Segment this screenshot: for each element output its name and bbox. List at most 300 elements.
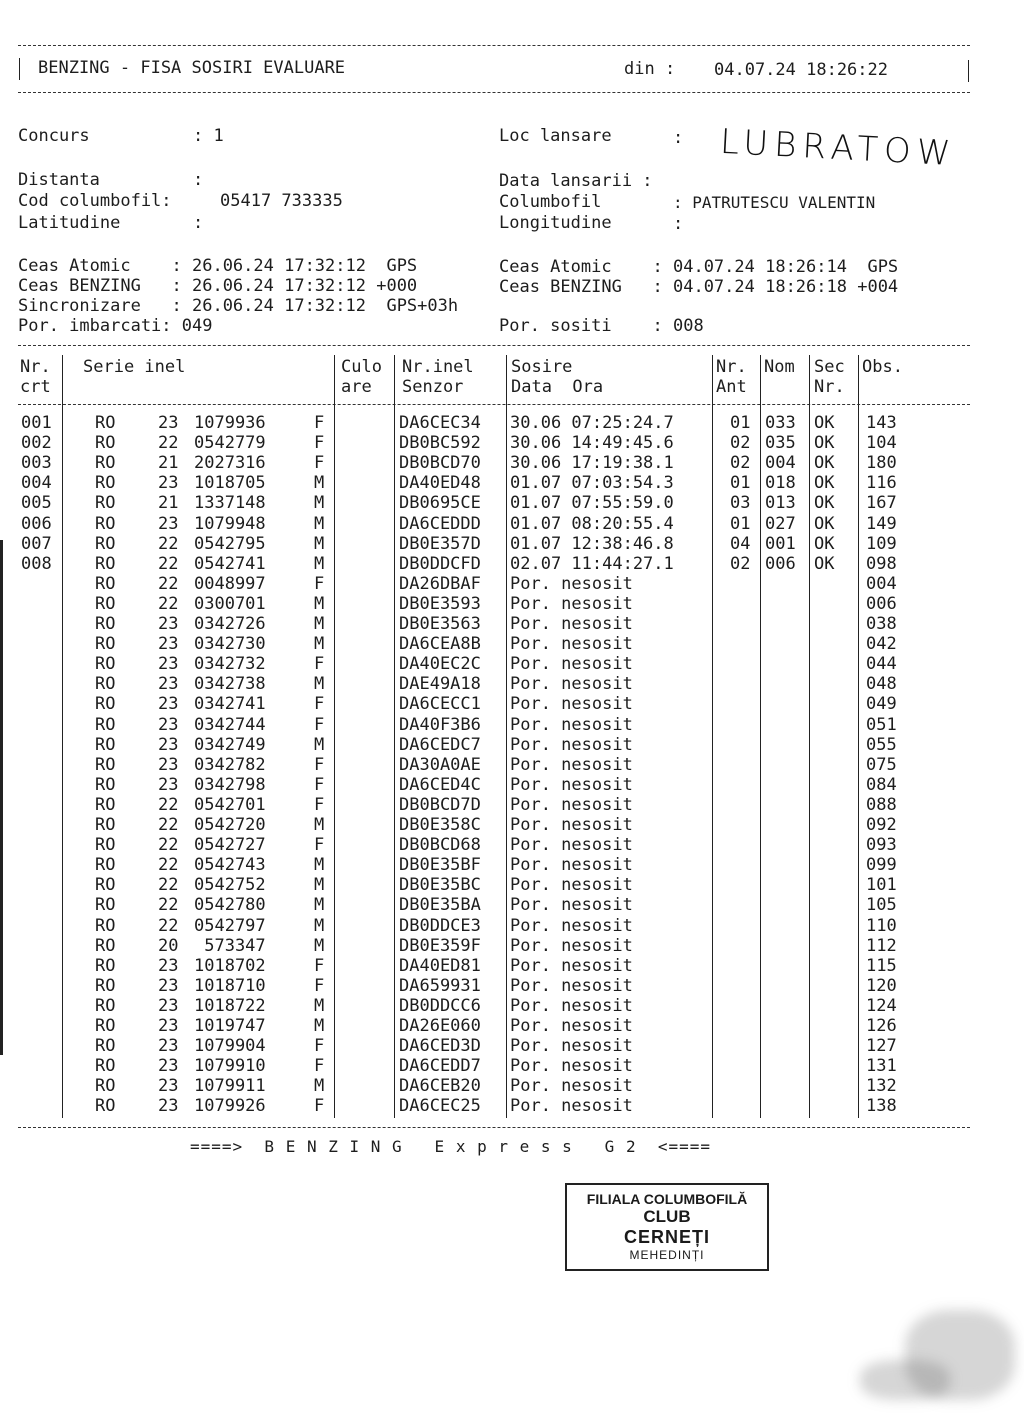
column-rule	[858, 355, 859, 1118]
columbofil-value: : PATRUTESCU VALENTIN	[673, 193, 876, 212]
ceas-benzing-end: Ceas BENZING : 04.07.24 18:26:18 +004	[499, 277, 899, 297]
footer-banner: ====> B E N Z I N G E x p r e s s G 2 <====	[190, 1137, 712, 1156]
cell-country: RO	[95, 413, 116, 433]
cell-sec: OK	[814, 473, 835, 494]
loc-lansare-label: Loc lansare	[499, 126, 612, 146]
cell-arrival: Por. nesosit	[510, 915, 633, 936]
divider	[18, 1127, 970, 1128]
cell-sex: M	[314, 473, 325, 494]
cell-country: RO	[95, 654, 116, 675]
cell-obs: 075	[866, 754, 897, 775]
cell-country: RO	[95, 453, 116, 474]
cell-sex: M	[314, 513, 325, 534]
cell-sex: M	[314, 734, 325, 755]
cell-arrival: Por. nesosit	[510, 734, 633, 755]
cell-obs: 104	[866, 433, 897, 454]
col-nom: Nom	[764, 357, 795, 377]
cell-sex: M	[314, 855, 325, 876]
cell-sex: M	[314, 553, 325, 574]
cell-sec: OK	[814, 553, 835, 574]
cell-sensor: DA40F3B6	[399, 714, 481, 735]
cell-year: 22	[158, 553, 179, 574]
cell-arrival: Por. nesosit	[510, 1036, 633, 1057]
cell-sensor: DA6CEDC7	[399, 734, 481, 755]
cell-sex: M	[314, 1016, 325, 1036]
cell-sex: M	[314, 533, 325, 554]
cell-antenna: 02	[730, 433, 751, 454]
cell-ring-number: 1018722	[194, 995, 266, 1016]
cell-country: RO	[95, 553, 116, 574]
col-crt: crt	[20, 377, 51, 397]
cell-obs: 099	[866, 855, 897, 876]
cell-arrival: Por. nesosit	[510, 935, 633, 956]
cell-obs: 004	[866, 573, 897, 594]
cell-year: 22	[158, 573, 179, 594]
cell-sensor: DA6CED3D	[399, 1036, 481, 1057]
cell-obs: 112	[866, 935, 897, 956]
cell-country: RO	[95, 674, 116, 695]
cell-sex: F	[314, 453, 325, 474]
col-nr-ant-2: Ant	[716, 377, 747, 397]
cell-antenna: 01	[730, 413, 751, 433]
cell-nom: 033	[765, 413, 796, 433]
col-nr-ant-1: Nr.	[716, 357, 747, 377]
col-obs: Obs.	[862, 357, 903, 377]
cell-ring-number: 1079926	[194, 1096, 266, 1117]
cell-country: RO	[95, 473, 116, 494]
cell-nr: 005	[21, 493, 52, 514]
cell-arrival: 01.07 12:38:46.8	[510, 533, 674, 554]
sincronizare: Sincronizare : 26.06.24 17:32:12 GPS+03h	[18, 296, 459, 316]
cell-ring-number: 1019747	[194, 1016, 266, 1036]
cell-sex: F	[314, 413, 325, 433]
cell-obs: 092	[866, 815, 897, 835]
cell-ring-number: 1079948	[194, 513, 266, 534]
cell-sex: F	[314, 654, 325, 675]
cell-nr: 006	[21, 513, 52, 534]
cell-sec: OK	[814, 413, 835, 433]
cell-sex: M	[314, 915, 325, 936]
divider	[18, 45, 970, 46]
cell-country: RO	[95, 774, 116, 795]
cell-sensor: DB0DDCFD	[399, 553, 481, 574]
cell-sensor: DA26DBAF	[399, 573, 481, 594]
cell-obs: 093	[866, 835, 897, 856]
cell-sex: F	[314, 573, 325, 594]
cell-sex: F	[314, 1056, 325, 1077]
cell-ring-number: 0342738	[194, 674, 266, 695]
stamp-line-1: FILIALA COLUMBOFILĂ	[586, 1191, 748, 1207]
cell-arrival: Por. nesosit	[510, 895, 633, 916]
concurs-value: : 1	[193, 126, 224, 146]
cell-antenna: 02	[730, 453, 751, 474]
cell-country: RO	[95, 694, 116, 715]
cell-ring-number: 573347	[194, 935, 266, 956]
cell-sensor: DA40EC2C	[399, 654, 481, 675]
col-sosire: Sosire	[511, 357, 573, 377]
cell-country: RO	[95, 754, 116, 775]
cell-sensor: DB0695CE	[399, 493, 481, 514]
cell-sensor: DB0E357D	[399, 533, 481, 554]
cell-ring-number: 0342749	[194, 734, 266, 755]
cell-sex: F	[314, 955, 325, 976]
cell-ring-number: 0542720	[194, 815, 266, 835]
cell-obs: 105	[866, 895, 897, 916]
cell-country: RO	[95, 634, 116, 655]
cell-arrival: Por. nesosit	[510, 714, 633, 735]
cell-arrival: Por. nesosit	[510, 995, 633, 1016]
cell-antenna: 04	[730, 533, 751, 554]
cell-country: RO	[95, 815, 116, 835]
cell-sensor: DA6CEC34	[399, 413, 481, 433]
col-serie-inel: Serie inel	[83, 357, 186, 377]
cell-year: 23	[158, 734, 179, 755]
cell-obs: 116	[866, 473, 897, 494]
cell-sex: M	[314, 674, 325, 695]
cell-obs: 110	[866, 915, 897, 936]
cell-year: 23	[158, 1056, 179, 1077]
concurs-label: Concurs	[18, 126, 90, 146]
cell-year: 23	[158, 413, 179, 433]
cell-arrival: 30.06 07:25:24.7	[510, 413, 674, 433]
cell-sex: M	[314, 895, 325, 916]
cell-obs: 038	[866, 614, 897, 634]
cell-obs: 138	[866, 1096, 897, 1117]
cell-country: RO	[95, 1076, 116, 1097]
cell-nom: 035	[765, 433, 796, 454]
cell-antenna: 01	[730, 473, 751, 494]
cell-arrival: Por. nesosit	[510, 1076, 633, 1097]
cell-ring-number: 0300701	[194, 593, 266, 614]
cell-sensor: DA659931	[399, 975, 481, 996]
cell-year: 22	[158, 815, 179, 835]
cell-nr: 002	[21, 433, 52, 454]
cell-arrival: Por. nesosit	[510, 694, 633, 715]
column-rule	[62, 355, 63, 1118]
data-lansarii-label: Data lansarii :	[499, 171, 653, 191]
cell-sex: M	[314, 493, 325, 514]
cell-country: RO	[95, 593, 116, 614]
por-imbarcati: Por. imbarcati: 049	[18, 316, 213, 336]
cell-country: RO	[95, 1036, 116, 1057]
ceas-benzing-start: Ceas BENZING : 26.06.24 17:32:12 +000	[18, 276, 418, 296]
cell-sensor: DA30A0AE	[399, 754, 481, 775]
cell-obs: 084	[866, 774, 897, 795]
longitudine-label: Longitudine	[499, 213, 612, 233]
report-title: BENZING - FISA SOSIRI EVALUARE	[38, 58, 346, 78]
col-senzor: Senzor	[402, 377, 464, 397]
cell-obs: 042	[866, 634, 897, 655]
cell-ring-number: 0542741	[194, 553, 266, 574]
cell-arrival: Por. nesosit	[510, 794, 633, 815]
cell-nr: 007	[21, 533, 52, 554]
cell-sex: M	[314, 995, 325, 1016]
cell-nom: 013	[765, 493, 796, 514]
cell-country: RO	[95, 895, 116, 916]
cell-year: 22	[158, 533, 179, 554]
cell-country: RO	[95, 1056, 116, 1077]
cell-nr: 008	[21, 553, 52, 574]
divider	[18, 404, 970, 405]
cell-year: 22	[158, 915, 179, 936]
cell-ring-number: 1079910	[194, 1056, 266, 1077]
cell-sensor: DB0E35BF	[399, 855, 481, 876]
cell-ring-number: 0542701	[194, 794, 266, 815]
cell-sex: F	[314, 774, 325, 795]
cell-obs: 109	[866, 533, 897, 554]
latitudine-label: Latitudine	[18, 213, 121, 233]
cell-ring-number: 0342782	[194, 754, 266, 775]
cell-obs: 143	[866, 413, 897, 433]
cell-ring-number: 1079904	[194, 1036, 266, 1057]
cell-year: 23	[158, 654, 179, 675]
cell-ring-number: 0542797	[194, 915, 266, 936]
cell-year: 22	[158, 593, 179, 614]
cell-year: 23	[158, 473, 179, 494]
cell-arrival: Por. nesosit	[510, 614, 633, 634]
col-sec-2: Nr.	[814, 377, 845, 397]
cell-obs: 167	[866, 493, 897, 514]
cell-obs: 048	[866, 674, 897, 695]
cell-obs: 006	[866, 593, 897, 614]
cell-obs: 127	[866, 1036, 897, 1057]
col-culoare-1: Culo	[341, 357, 382, 377]
cell-ring-number: 1018705	[194, 473, 266, 494]
latitudine-value: :	[193, 213, 204, 233]
cell-year: 23	[158, 694, 179, 715]
cell-sec: OK	[814, 433, 835, 454]
cell-sensor: DB0E3563	[399, 614, 481, 634]
cell-year: 23	[158, 995, 179, 1016]
cell-country: RO	[95, 975, 116, 996]
cell-obs: 101	[866, 875, 897, 896]
divider	[19, 58, 20, 80]
report-date-value: 04.07.24 18:26:22	[714, 60, 888, 80]
cell-sensor: DB0BCD68	[399, 835, 481, 856]
cell-sensor: DA40ED48	[399, 473, 481, 494]
cell-sensor: DB0E359F	[399, 935, 481, 956]
cell-antenna: 01	[730, 513, 751, 534]
cell-country: RO	[95, 1096, 116, 1117]
divider	[18, 92, 970, 93]
cell-year: 20	[158, 935, 179, 956]
cell-ring-number: 0542752	[194, 875, 266, 896]
cell-sex: F	[314, 1096, 325, 1117]
cell-sec: OK	[814, 533, 835, 554]
cell-ring-number: 1018702	[194, 955, 266, 976]
cell-country: RO	[95, 875, 116, 896]
divider	[18, 345, 970, 346]
cell-year: 22	[158, 835, 179, 856]
cell-arrival: Por. nesosit	[510, 1056, 633, 1077]
cell-arrival: 01.07 07:55:59.0	[510, 493, 674, 514]
cell-sensor: DB0E358C	[399, 815, 481, 835]
cell-antenna: 03	[730, 493, 751, 514]
cell-arrival: 01.07 08:20:55.4	[510, 513, 674, 534]
cell-obs: 126	[866, 1016, 897, 1036]
cell-ring-number: 0542779	[194, 433, 266, 454]
cell-nr: 004	[21, 473, 52, 494]
cell-sex: M	[314, 614, 325, 634]
cell-arrival: Por. nesosit	[510, 1096, 633, 1117]
cell-nom: 006	[765, 553, 796, 574]
cell-sex: F	[314, 694, 325, 715]
cell-ring-number: 1079911	[194, 1076, 266, 1097]
cell-sec: OK	[814, 493, 835, 514]
cell-nom: 027	[765, 513, 796, 534]
cell-year: 23	[158, 614, 179, 634]
cell-arrival: Por. nesosit	[510, 593, 633, 614]
cell-sensor: DA6CEA8B	[399, 634, 481, 655]
cell-obs: 132	[866, 1076, 897, 1097]
cell-arrival: Por. nesosit	[510, 855, 633, 876]
cell-year: 23	[158, 674, 179, 695]
cell-sensor: DA6CEC25	[399, 1096, 481, 1117]
cell-arrival: Por. nesosit	[510, 1016, 633, 1036]
cell-obs: 049	[866, 694, 897, 715]
cell-obs: 124	[866, 995, 897, 1016]
cell-sensor: DB0E3593	[399, 593, 481, 614]
cell-sex: M	[314, 815, 325, 835]
col-culoare-2: are	[341, 377, 372, 397]
col-nr: Nr.	[20, 357, 51, 377]
cell-ring-number: 0342726	[194, 614, 266, 634]
cell-ring-number: 0048997	[194, 573, 266, 594]
cell-ring-number: 0342730	[194, 634, 266, 655]
cell-sex: F	[314, 433, 325, 454]
cell-arrival: 30.06 17:19:38.1	[510, 453, 674, 474]
cell-year: 23	[158, 1076, 179, 1097]
cell-country: RO	[95, 915, 116, 936]
cell-country: RO	[95, 734, 116, 755]
cell-sensor: DB0E35BA	[399, 895, 481, 916]
cell-sex: M	[314, 875, 325, 896]
ceas-atomic-start: Ceas Atomic : 26.06.24 17:32:12 GPS	[18, 256, 418, 276]
cell-sex: M	[314, 634, 325, 655]
cell-nom: 001	[765, 533, 796, 554]
cell-obs: 088	[866, 794, 897, 815]
cell-obs: 120	[866, 975, 897, 996]
cell-year: 23	[158, 774, 179, 795]
cell-arrival: Por. nesosit	[510, 674, 633, 695]
cell-country: RO	[95, 995, 116, 1016]
scan-edge	[0, 540, 3, 1055]
cell-sensor: DB0BC592	[399, 433, 481, 454]
cell-nom: 004	[765, 453, 796, 474]
cell-sec: OK	[814, 513, 835, 534]
cell-year: 21	[158, 493, 179, 514]
cell-arrival: Por. nesosit	[510, 754, 633, 775]
cell-ring-number: 0542795	[194, 533, 266, 554]
cell-arrival: Por. nesosit	[510, 774, 633, 795]
cell-year: 23	[158, 513, 179, 534]
cell-year: 22	[158, 794, 179, 815]
cell-obs: 055	[866, 734, 897, 755]
distanta-label: Distanta	[18, 170, 100, 190]
cell-arrival: Por. nesosit	[510, 875, 633, 896]
cell-year: 23	[158, 1036, 179, 1057]
cell-country: RO	[95, 835, 116, 856]
cell-sex: M	[314, 1076, 325, 1097]
cell-country: RO	[95, 614, 116, 634]
cell-country: RO	[95, 493, 116, 514]
cell-ring-number: 0342732	[194, 654, 266, 675]
cell-arrival: 01.07 07:03:54.3	[510, 473, 674, 494]
cell-sensor: DB0E35BC	[399, 875, 481, 896]
cell-country: RO	[95, 955, 116, 976]
cell-sensor: DB0DDCE3	[399, 915, 481, 936]
por-sositi: Por. sositi : 008	[499, 316, 704, 336]
cell-ring-number: 0342798	[194, 774, 266, 795]
columbofil-label: Columbofil	[499, 192, 602, 212]
cell-country: RO	[95, 533, 116, 554]
cell-year: 21	[158, 453, 179, 474]
cell-sex: F	[314, 835, 325, 856]
cell-country: RO	[95, 714, 116, 735]
cell-arrival: Por. nesosit	[510, 975, 633, 996]
cell-sensor: DA6CEB20	[399, 1076, 481, 1097]
column-rule	[712, 355, 713, 1118]
ceas-atomic-end: Ceas Atomic : 04.07.24 18:26:14 GPS	[499, 257, 899, 277]
cell-nom: 018	[765, 473, 796, 494]
col-data-ora: Data Ora	[511, 377, 604, 397]
cell-arrival: 02.07 11:44:27.1	[510, 553, 674, 574]
cell-sensor: DB0DDCC6	[399, 995, 481, 1016]
cell-year: 23	[158, 714, 179, 735]
stamp-line-2: CLUB	[643, 1207, 691, 1226]
cell-arrival: Por. nesosit	[510, 654, 633, 675]
cell-sex: M	[314, 593, 325, 614]
cell-sex: F	[314, 975, 325, 996]
cell-year: 23	[158, 1096, 179, 1117]
cell-ring-number: 1018710	[194, 975, 266, 996]
stamp-line-4: MEHEDINȚI	[629, 1248, 705, 1262]
cell-sensor: DA26E060	[399, 1016, 481, 1036]
cell-arrival: 30.06 14:49:45.6	[510, 433, 674, 454]
cell-sensor: DA6CECC1	[399, 694, 481, 715]
cell-year: 22	[158, 433, 179, 454]
cell-ring-number: 2027316	[194, 453, 266, 474]
cell-sex: F	[314, 754, 325, 775]
column-rule	[394, 355, 395, 1118]
cell-ring-number: 0542743	[194, 855, 266, 876]
cell-obs: 149	[866, 513, 897, 534]
scan-smudge	[860, 1360, 950, 1400]
cell-sensor: DB0BCD70	[399, 453, 481, 474]
cell-obs: 098	[866, 553, 897, 574]
cell-country: RO	[95, 433, 116, 454]
club-stamp	[565, 1183, 769, 1271]
cell-sex: M	[314, 935, 325, 956]
cell-ring-number: 0342741	[194, 694, 266, 715]
cell-arrival: Por. nesosit	[510, 835, 633, 856]
report-date-label: din :	[624, 59, 676, 79]
column-rule	[809, 355, 810, 1118]
cell-country: RO	[95, 855, 116, 876]
longitudine-value: :	[673, 214, 684, 234]
handwritten-location: LUBRATOW	[719, 121, 958, 175]
cell-year: 23	[158, 634, 179, 655]
cell-arrival: Por. nesosit	[510, 955, 633, 976]
cell-antenna: 02	[730, 553, 751, 574]
cell-obs: 044	[866, 654, 897, 675]
cell-sensor: DA6CEDD7	[399, 1056, 481, 1077]
cell-year: 23	[158, 975, 179, 996]
cod-columbofil-label: Cod columbofil:	[18, 191, 172, 211]
cell-arrival: Por. nesosit	[510, 634, 633, 655]
cell-sensor: DB0BCD7D	[399, 794, 481, 815]
cell-year: 23	[158, 955, 179, 976]
